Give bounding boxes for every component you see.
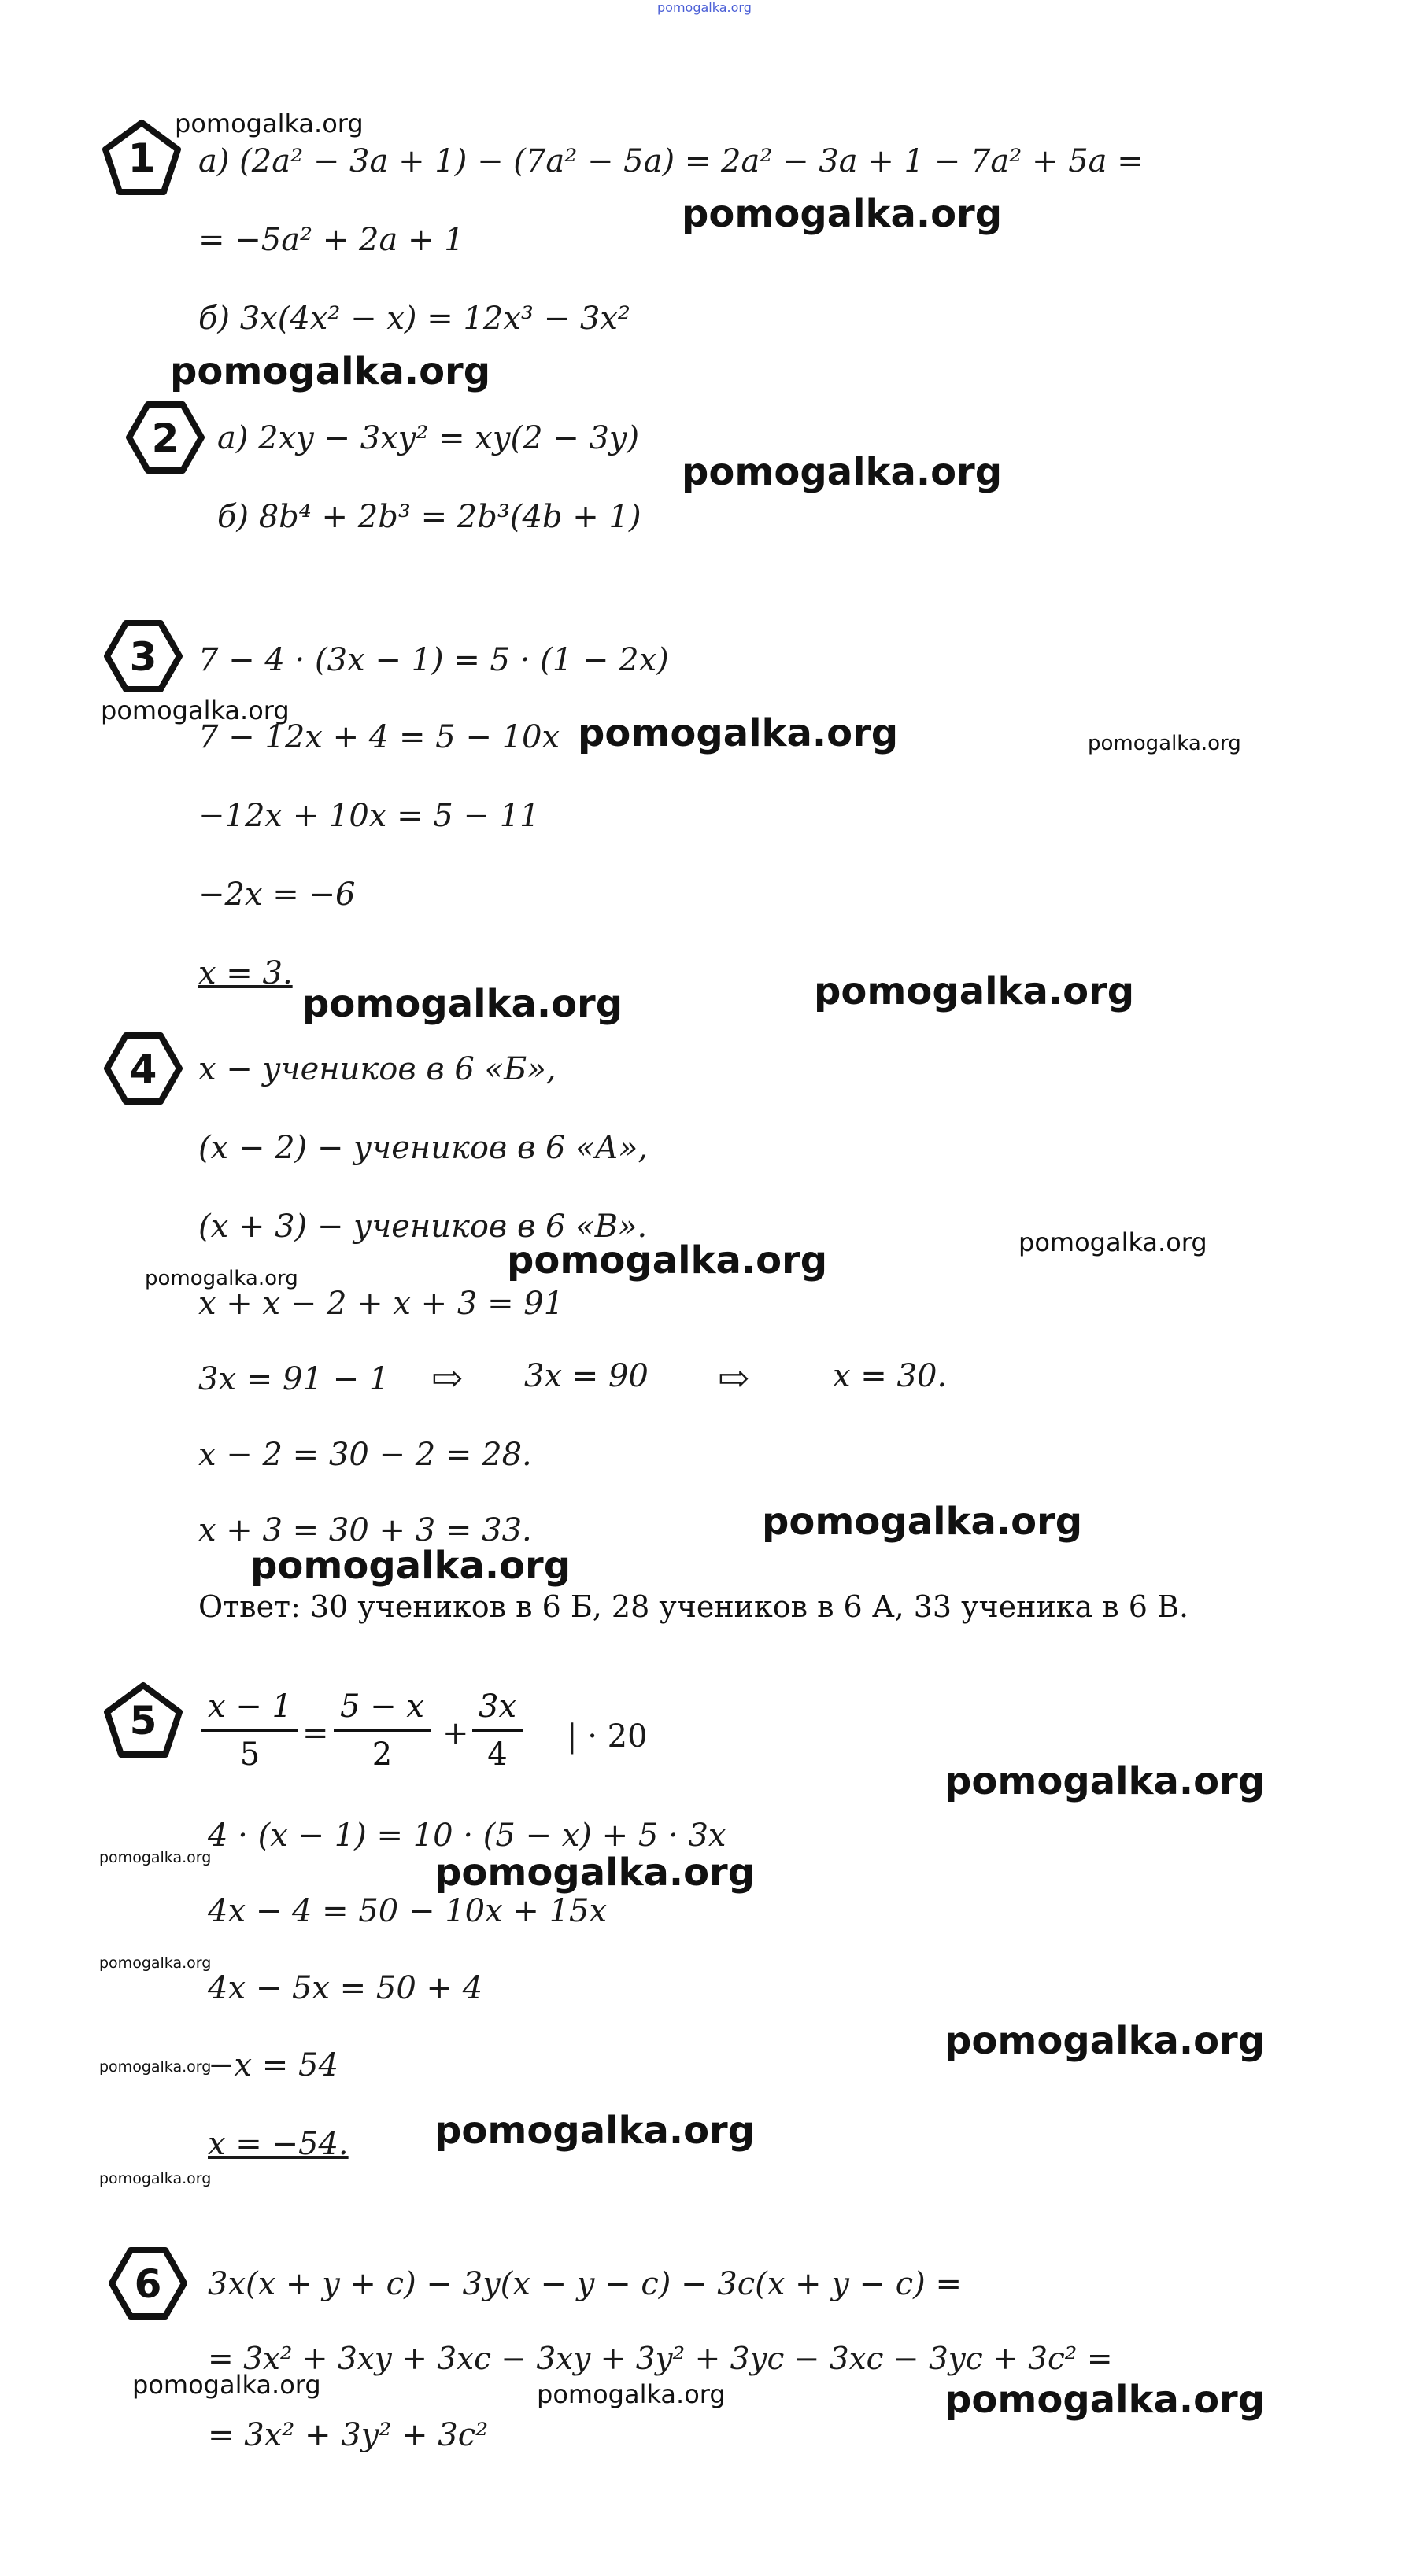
watermark: pomogalka.org [507, 1238, 828, 1282]
problem-4-step-b: 3x = 90 [524, 1358, 649, 1394]
problem-2-line-b: б) 8b⁴ + 2b³ = 2b³(4b + 1) [217, 499, 641, 535]
arrow-right-icon: ⇨ [718, 1356, 750, 1401]
problem-6-line-2: = 3x² + 3xy + 3xc − 3xy + 3y² + 3yc − 3xc − 3yc + 3c² = [208, 2342, 1113, 2377]
watermark: pomogalka.org [434, 1851, 756, 1895]
fraction-2-numerator: 5 − x [334, 1688, 431, 1732]
problem-4-step-a: 3x = 91 − 1 [198, 1361, 390, 1397]
problem-4-number-badge [102, 1029, 184, 1108]
problem-3-line-2: 7 − 12x + 4 = 5 − 10x [198, 719, 560, 755]
watermark: pomogalka.org [944, 2378, 1266, 2422]
watermark: pomogalka.org [101, 696, 290, 725]
equals-sign: = [302, 1715, 329, 1751]
problem-5-line-1: 4 · (x − 1) = 10 · (5 − x) + 5 · 3x [208, 1818, 726, 1854]
problem-3-line-1: 7 − 4 · (3x − 1) = 5 · (1 − 2x) [198, 642, 669, 678]
problem-6-line-3: = 3x² + 3y² + 3c² [208, 2417, 489, 2453]
watermark: pomogalka.org [99, 1849, 212, 1866]
problem-5-multiplier: | · 20 [567, 1718, 648, 1755]
problem-1-line-b: б) 3x(4x² − x) = 12x³ − 3x² [198, 301, 630, 337]
watermark: pomogalka.org [944, 1759, 1266, 1803]
watermark: pomogalka.org [1018, 1227, 1207, 1257]
problem-3-line-4: −2x = −6 [198, 877, 356, 913]
watermark: pomogalka.org [99, 1954, 212, 1972]
watermark: pomogalka.org [99, 2170, 212, 2187]
fraction-3-numerator: 3x [472, 1688, 523, 1732]
problem-5-number-badge [102, 1681, 184, 1759]
problem-1-number-badge [101, 118, 183, 197]
problem-2-number-badge [124, 398, 206, 477]
fraction-2-denominator: 2 [372, 1736, 393, 1773]
plus-sign: + [442, 1715, 469, 1751]
problem-4-line-2: (x − 2) − учеников в 6 «А», [198, 1130, 649, 1166]
watermark: pomogalka.org [944, 2019, 1266, 2063]
problem-4-line-3: (x + 3) − учеников в 6 «В». [198, 1209, 648, 1245]
problem-6-line-1: 3x(x + y + c) − 3y(x − y − c) − 3c(x + y − c) = [208, 2266, 963, 2302]
problem-4-line-6: x + 3 = 30 + 3 = 33. [198, 1512, 532, 1548]
problem-2-number: 2 [151, 415, 179, 461]
problem-5-answer: x = −54. [208, 2126, 349, 2162]
fraction-1-numerator: x − 1 [201, 1688, 298, 1732]
watermark: pomogalka.org [170, 349, 491, 393]
problem-4-step-c: x = 30. [833, 1358, 948, 1394]
problem-5-line-4: −x = 54 [208, 2047, 338, 2083]
problem-4-line-5: x − 2 = 30 − 2 = 28. [198, 1437, 532, 1473]
watermark: pomogalka.org [250, 1544, 571, 1588]
fraction-3-denominator: 4 [487, 1736, 508, 1773]
watermark: pomogalka.org [814, 969, 1135, 1013]
watermark: pomogalka.org [99, 2058, 212, 2076]
fraction-2 [334, 1688, 431, 1773]
watermark: pomogalka.org [762, 1500, 1083, 1544]
watermark: pomogalka.org [434, 2109, 756, 2153]
fraction-1-denominator: 5 [239, 1736, 261, 1773]
fraction-3 [472, 1688, 523, 1773]
watermark: pomogalka.org [537, 2379, 726, 2409]
watermark: pomogalka.org [682, 450, 1003, 494]
problem-5-line-3: 4x − 5x = 50 + 4 [208, 1970, 483, 2006]
problem-6-number-badge [107, 2244, 189, 2323]
watermark: pomogalka.org [1088, 732, 1241, 755]
fraction-1 [201, 1688, 298, 1773]
problem-3-number-badge [102, 617, 184, 696]
problem-5-number: 5 [129, 1698, 157, 1744]
problem-3-line-3: −12x + 10x = 5 − 11 [198, 798, 540, 834]
arrow-right-icon: ⇨ [431, 1356, 464, 1401]
watermark-top: pomogalka.org [657, 0, 752, 15]
watermark: pomogalka.org [302, 982, 623, 1026]
watermark: pomogalka.org [682, 192, 1003, 236]
problem-6-number: 6 [134, 2261, 162, 2307]
watermark: pomogalka.org [132, 2370, 321, 2400]
watermark: pomogalka.org [175, 109, 364, 138]
problem-4-line-1: x − учеников в 6 «Б», [198, 1051, 556, 1087]
problem-5-line-2: 4x − 4 = 50 − 10x + 15x [208, 1893, 608, 1929]
problem-4-answer: Ответ: 30 учеников в 6 Б, 28 учеников в 6 А, 33 ученика в 6 В. [198, 1589, 1189, 1624]
watermark: pomogalka.org [578, 711, 899, 755]
problem-3-number: 3 [129, 634, 157, 680]
problem-1-number: 1 [128, 135, 156, 181]
problem-4-line-4: x + x − 2 + x + 3 = 91 [198, 1286, 564, 1322]
problem-4-number: 4 [129, 1046, 157, 1092]
problem-1-line-a: а) (2a² − 3a + 1) − (7a² − 5a) = 2a² − 3a + 1 − 7a² + 5a = [198, 143, 1144, 179]
watermark: pomogalka.org [145, 1267, 298, 1290]
problem-3-answer: x = 3. [198, 955, 293, 991]
problem-2-line-a: а) 2xy − 3xy² = xy(2 − 3y) [217, 420, 640, 456]
problem-1-line-a2: = −5a² + 2a + 1 [198, 222, 464, 258]
